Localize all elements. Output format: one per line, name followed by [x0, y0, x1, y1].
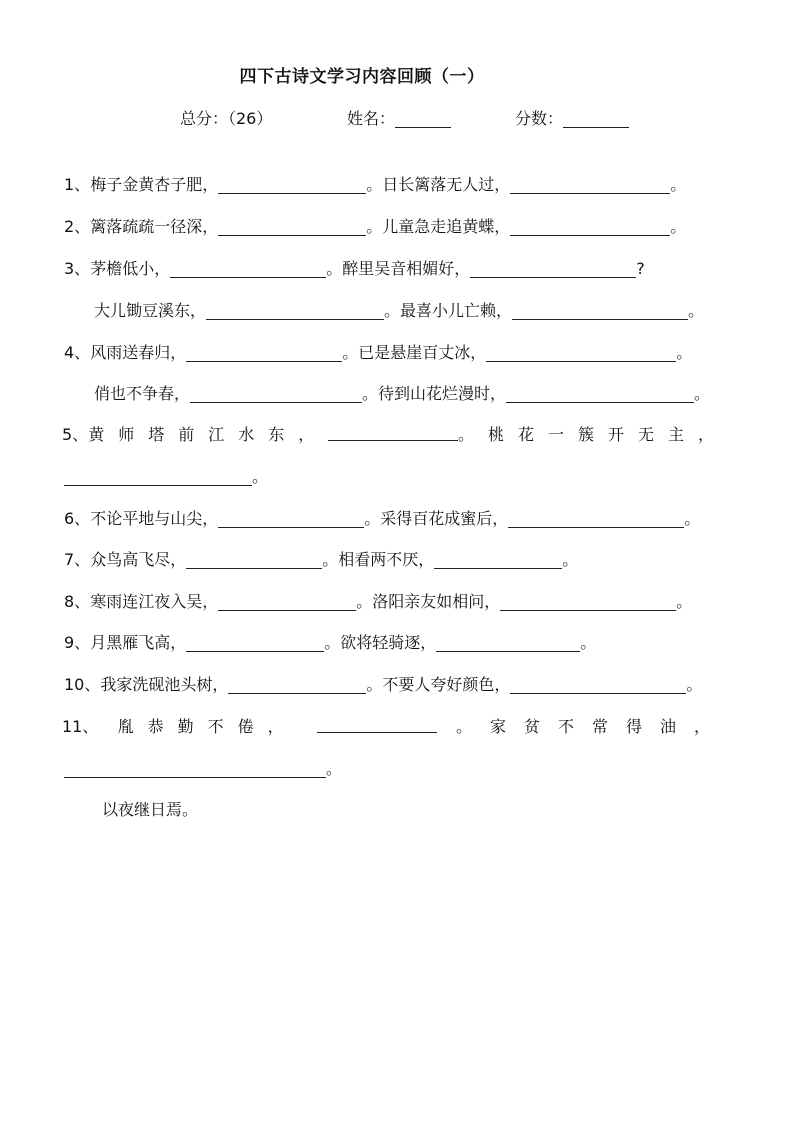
- answer-blank[interactable]: [436, 633, 580, 652]
- score-field[interactable]: [515, 106, 629, 129]
- question-text: 众鸟高飞尽，: [90, 550, 187, 569]
- answer-blank[interactable]: [206, 301, 384, 320]
- answer-blank[interactable]: [506, 384, 694, 403]
- question-punct: 。: [676, 343, 693, 362]
- answer-blank[interactable]: [512, 301, 688, 320]
- question-text: 寒雨连江夜入吴，: [90, 592, 219, 611]
- answer-blank[interactable]: [170, 259, 326, 278]
- question-text: 。家贫不常得油，: [455, 717, 728, 736]
- question-number: 11、: [62, 717, 99, 736]
- answer-blank[interactable]: [508, 509, 684, 528]
- question-number: 8、: [64, 592, 91, 611]
- question-5: [62, 422, 728, 445]
- question-text: 。待到山花烂漫时，: [362, 384, 507, 403]
- answer-blank[interactable]: [470, 259, 636, 278]
- name-blank[interactable]: [395, 109, 451, 128]
- question-9: [64, 630, 596, 653]
- name-label: 姓名：: [347, 109, 396, 128]
- question-number: 10、: [64, 675, 101, 694]
- question-text: 。洛阳亲友如相问，: [356, 592, 501, 611]
- question-punct: 。: [670, 217, 687, 236]
- question-text: 不论平地与山尖，: [90, 509, 219, 528]
- answer-blank[interactable]: [500, 592, 676, 611]
- answer-blank[interactable]: [218, 592, 356, 611]
- page-title: 四下古诗文学习内容回顾（一）: [239, 67, 485, 87]
- question-1: [64, 172, 686, 195]
- answer-blank[interactable]: [434, 550, 562, 569]
- question-punct: 。: [688, 301, 705, 320]
- question-number: 5、: [62, 425, 89, 444]
- question-6: [64, 506, 700, 529]
- question-text: 俏也不争春，: [94, 384, 191, 403]
- answer-blank[interactable]: [510, 217, 670, 236]
- question-text: 。儿童急走追黄蝶，: [366, 217, 511, 236]
- question-text: 。已是悬崖百丈冰，: [342, 343, 487, 362]
- answer-blank[interactable]: [64, 759, 326, 778]
- question-text: 茅檐低小，: [90, 259, 171, 278]
- answer-blank[interactable]: [486, 343, 676, 362]
- answer-blank[interactable]: [186, 633, 324, 652]
- question-text: 我家洗砚池头树，: [100, 675, 229, 694]
- question-text: 梅子金黄杏子肥，: [90, 175, 219, 194]
- name-field[interactable]: [347, 106, 451, 129]
- question-punct: 。: [326, 759, 343, 778]
- question-number: 4、: [64, 343, 91, 362]
- question-text: 胤恭勤不倦，: [117, 717, 298, 736]
- question-punct: 。: [670, 175, 687, 194]
- question-text: 。醉里吴音相媚好，: [326, 259, 471, 278]
- question-10: [64, 672, 702, 695]
- question-11-tail: 以夜继日焉。: [102, 800, 199, 819]
- question-number: 7、: [64, 550, 91, 569]
- answer-blank[interactable]: [328, 422, 458, 441]
- question-text: 。日长篱落无人过，: [366, 175, 511, 194]
- question-3-continued: [94, 298, 704, 321]
- question-punct: 。: [580, 633, 597, 652]
- question-text: 。欲将轻骑逐，: [324, 633, 437, 652]
- question-text: 。桃花一簇开无主，: [457, 425, 728, 444]
- answer-blank[interactable]: [190, 384, 362, 403]
- question-number: 9、: [64, 633, 91, 652]
- question-text: 大儿锄豆溪东，: [94, 301, 207, 320]
- score-label: 分数：: [515, 109, 564, 128]
- question-punct: 。: [562, 550, 579, 569]
- question-punct: ?: [636, 259, 645, 278]
- question-punct: 。: [694, 384, 711, 403]
- question-punct: 。: [252, 467, 269, 486]
- question-number: 2、: [64, 217, 91, 236]
- question-number: 6、: [64, 509, 91, 528]
- question-text: 风雨送春归，: [90, 343, 187, 362]
- answer-blank[interactable]: [218, 217, 366, 236]
- question-2: [64, 214, 686, 237]
- question-7: [64, 547, 578, 570]
- answer-blank[interactable]: [510, 675, 686, 694]
- answer-blank[interactable]: [186, 343, 342, 362]
- question-text: 黄师塔前江水东，: [88, 425, 329, 444]
- question-punct: 。: [684, 509, 701, 528]
- answer-blank[interactable]: [218, 509, 364, 528]
- question-text: 。最喜小儿亡赖，: [384, 301, 513, 320]
- answer-blank[interactable]: [218, 175, 366, 194]
- answer-blank[interactable]: [64, 467, 252, 486]
- question-punct: 。: [676, 592, 693, 611]
- question-4-continued: [94, 381, 710, 404]
- question-punct: 。: [686, 675, 703, 694]
- question-11-continued: [64, 756, 342, 779]
- question-number: 1、: [64, 175, 91, 194]
- question-text: 篱落疏疏一径深，: [90, 217, 219, 236]
- question-5-continued: [64, 464, 268, 487]
- question-number: 3、: [64, 259, 91, 278]
- answer-blank[interactable]: [186, 550, 322, 569]
- question-11: [62, 714, 728, 737]
- question-text: 。不要人夸好颜色，: [366, 675, 511, 694]
- answer-blank[interactable]: [317, 714, 437, 733]
- answer-blank[interactable]: [510, 175, 670, 194]
- answer-blank[interactable]: [228, 675, 366, 694]
- question-text: 。相看两不厌，: [322, 550, 435, 569]
- score-blank[interactable]: [563, 109, 629, 128]
- question-8: [64, 589, 692, 612]
- question-text: 。采得百花成蜜后，: [364, 509, 509, 528]
- question-3: [64, 256, 645, 279]
- total-score-label: 总分：（26）: [180, 109, 273, 128]
- question-4: [64, 340, 692, 363]
- question-text: 月黑雁飞高，: [90, 633, 187, 652]
